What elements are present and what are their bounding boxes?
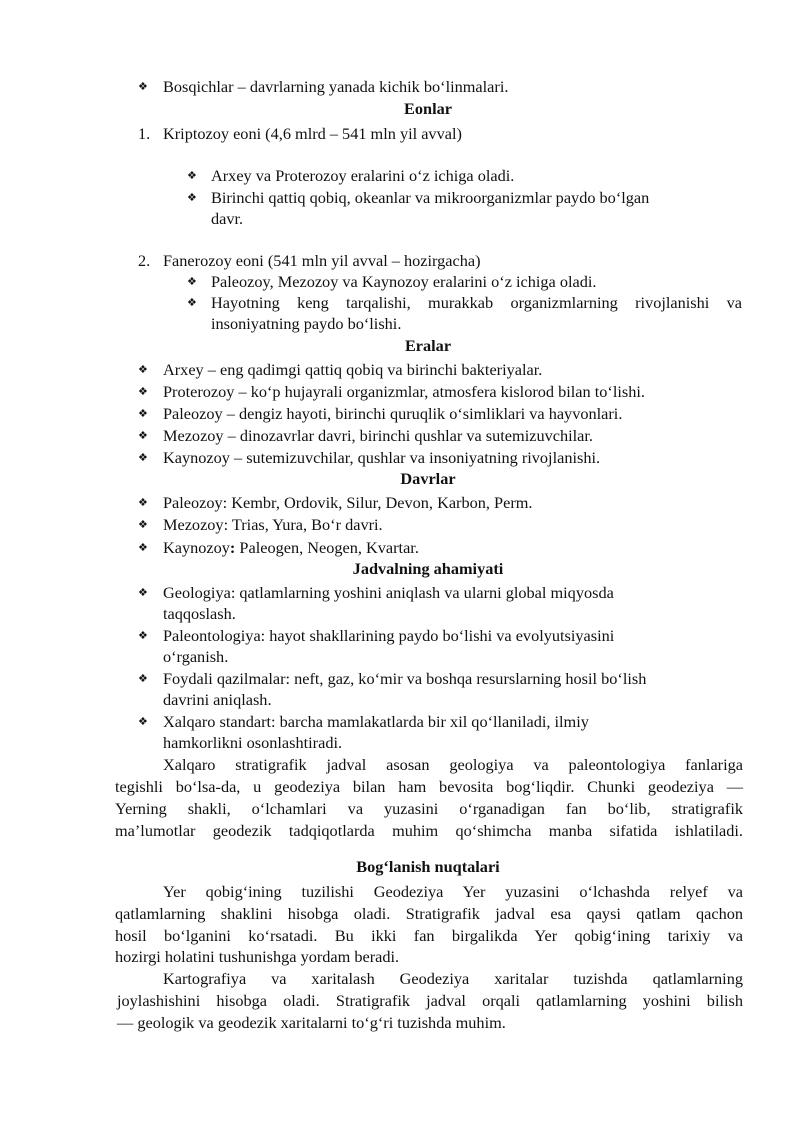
list-item-continuation: davrini aniqlash.	[163, 690, 272, 709]
list-item-continuation: hamkorlikni osonlashtiradi.	[163, 733, 343, 752]
section-heading-eralar: Eralar	[404, 336, 452, 355]
bullet-icon: ❖	[138, 452, 148, 464]
list-item: Arxey – eng qadimgi qattiq qobiq va birinchi bakteriyalar.	[163, 360, 543, 379]
bullet-icon: ❖	[138, 386, 148, 398]
list-number: 1.	[138, 124, 151, 143]
paragraph-line: qatlamlarning shaklini hisobga oladi. Stratigrafik jadval esa qaysi qatlam qachon	[115, 904, 743, 923]
bullet-icon: ❖	[138, 673, 148, 685]
list-item	[163, 537, 419, 559]
bullet-icon: ❖	[138, 542, 148, 554]
bullet-icon: ❖	[138, 519, 148, 531]
paragraph-line: — geologik va geodezik xaritalarni to‘g‘ri tuzishda muhim.	[117, 1013, 506, 1032]
list-item-continuation: taqqoslash.	[163, 604, 236, 623]
bullet-icon: ❖	[138, 716, 148, 728]
paragraph-line: Kartografiya va xaritalash Geodeziya xaritalar tuzishda qatlamlarning	[163, 969, 743, 988]
list-item: Mezozoy – dinozavrlar davri, birinchi qushlar va sutemizuvchilar.	[163, 426, 593, 445]
bullet-icon: ❖	[187, 192, 197, 204]
list-item: Paleozoy, Mezozoy va Kaynozoy eralarini o‘z ichiga oladi.	[211, 272, 597, 291]
bullet-icon: ❖	[138, 408, 148, 420]
list-item: Kaynozoy – sutemizuvchilar, qushlar va insoniyatning rivojlanishi.	[163, 448, 601, 467]
section-heading-davrlar: Davrlar	[400, 469, 456, 488]
list-item: Birinchi qattiq qobiq, okeanlar va mikroorganizmlar paydo bo‘lgan	[211, 188, 650, 207]
paragraph-line: Yer qobig‘ining tuzilishi Geodeziya Yer yuzasini o‘lchashda relyef va	[163, 882, 743, 901]
bullet-icon: ❖	[138, 364, 148, 376]
list-item: Foydali qazilmalar: neft, gaz, ko‘mir va boshqa resurslarning hosil bo‘lish	[163, 669, 647, 688]
list-item: Mezozoy: Trias, Yura, Bo‘r davri.	[163, 515, 383, 534]
paragraph-line: hosil bo‘lganini ko‘rsatadi. Bu ikki fan birgalikda Yer qobig‘ining tarixiy va	[115, 926, 743, 945]
bullet-icon: ❖	[187, 170, 197, 182]
paragraph-line: ma’lumotlar geodezik tadqiqotlarda muhim qo‘shimcha manba sifatida ishlatiladi.	[115, 821, 743, 840]
bullet-icon: ❖	[138, 630, 148, 642]
paragraph-line: hozirgi holatini tushunishga yordam beradi.	[115, 947, 400, 966]
section-heading-jadval: Jadvalning ahamiyati	[352, 559, 504, 578]
bullet-icon: ❖	[138, 81, 148, 93]
paragraph-line: joylashishini hisobga oladi. Stratigrafik jadval orqali qatlamlarning yoshini bilish	[117, 991, 743, 1010]
paragraph-line: Xalqaro stratigrafik jadval asosan geologiya va paleontologiya fanlariga	[163, 755, 743, 774]
list-item-rest: Paleogen, Neogen, Kvartar.	[235, 538, 419, 557]
list-item: Bosqichlar – davrlarning yanada kichik bo‘linmalari.	[163, 77, 509, 96]
list-item-prefix: Kaynozoy	[163, 538, 230, 557]
bold-colon: :	[229, 538, 236, 557]
bullet-icon: ❖	[138, 430, 148, 442]
bullet-icon: ❖	[187, 297, 197, 309]
list-item-continuation: o‘rganish.	[163, 647, 229, 666]
section-heading-eonlar: Eonlar	[404, 99, 452, 118]
list-item-title: Fanerozoy eoni (541 mln yil avval – hozirgacha)	[163, 251, 481, 270]
list-item: Hayotning keng tarqalishi, murakkab organizmlarning rivojlanishi va	[211, 293, 742, 312]
bullet-icon: ❖	[138, 587, 148, 599]
list-item-continuation: davr.	[211, 209, 244, 228]
bullet-icon: ❖	[187, 276, 197, 288]
list-item: Proterozoy – ko‘p hujayrali organizmlar, atmosfera kislorod bilan to‘lishi.	[163, 382, 645, 401]
list-item: Paleozoy: Kembr, Ordovik, Silur, Devon, Karbon, Perm.	[163, 493, 533, 512]
paragraph-line: Yerning shakli, o‘lchamlari va yuzasini o‘rganadigan fan bo‘lib, stratigrafik	[115, 799, 743, 818]
list-item-title: Kriptozoy eoni (4,6 mlrd – 541 mln yil avval)	[163, 124, 462, 143]
list-item: Geologiya: qatlamlarning yoshini aniqlash va ularni global miqyosda	[163, 583, 614, 602]
section-heading-boglanish: Bog‘lanish nuqtalari	[356, 857, 500, 876]
list-item: Arxey va Proterozoy eralarini o‘z ichiga oladi.	[211, 166, 515, 185]
list-item: Paleontologiya: hayot shakllarining paydo bo‘lishi va evolyutsiyasini	[163, 626, 615, 645]
list-item: Xalqaro standart: barcha mamlakatlarda bir xil qo‘llaniladi, ilmiy	[163, 712, 589, 731]
list-number: 2.	[138, 251, 151, 270]
list-item: Paleozoy – dengiz hayoti, birinchi quruqlik o‘simliklari va hayvonlari.	[163, 404, 623, 423]
paragraph-line: tegishli bo‘lsa-da, u geodeziya bilan ham bevosita bog‘liqdir. Chunki geodeziya —	[115, 777, 743, 796]
bullet-icon: ❖	[138, 497, 148, 509]
list-item-continuation: insoniyatning paydo bo‘lishi.	[211, 314, 402, 333]
